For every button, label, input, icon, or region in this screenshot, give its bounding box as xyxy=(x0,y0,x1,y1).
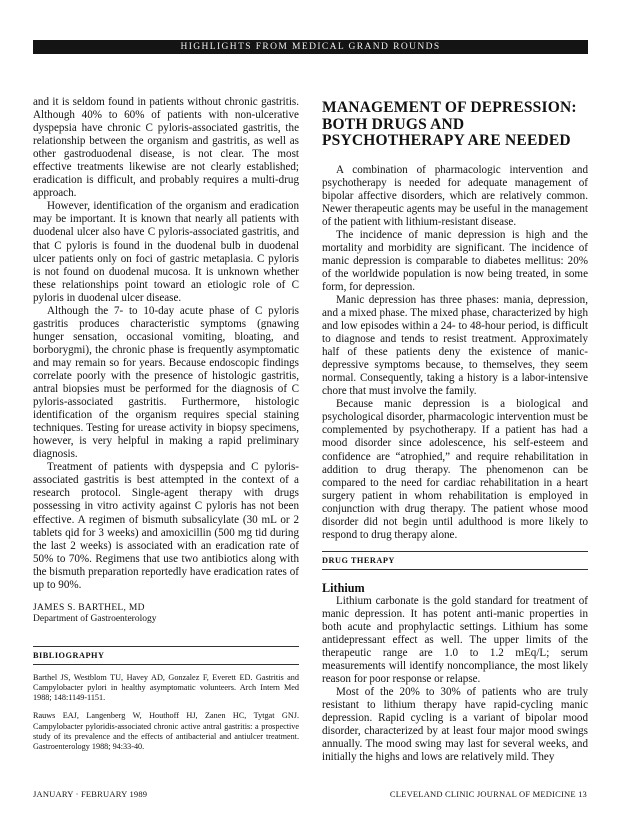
author-department: Department of Gastroenterology xyxy=(33,614,157,625)
body-paragraph: However, identification of the organism and eradication may be important. It is known that nearly all patients with duodenal ulcer also have C pyloris-associated gastritis, and that C pyloris is found in the duodenal bulb in duodenal ulcer patients only on foci of gastric metaplasia. C pyloris is not found on duodenal mucosa. It is unknown whether these relationships point toward an etiologic role of C pyloris in duodenal ulcer disease. xyxy=(33,200,299,304)
body-paragraph: Treatment of patients with dyspepsia and C pyloris-associated gastritis is best attempted in the context of a research protocol. Single-agent therapy with drugs possessing in vitro activity against C pyloris has not been effective. A regimen of bismuth subsalicylate (30 mL or 2 tablets qid for 3 weeks) and amoxicillin (500 mg tid during the last 2 weeks) is associated with an eradication rate of 50% to 70%. Regimens that use two antibiotics along with the bismuth preparation reportedly have eradication rates of up to 90%. xyxy=(33,461,299,591)
author-block xyxy=(33,603,299,626)
body-paragraph: Most of the 20% to 30% of patients who are truly resistant to lithium therapy have rapid-cycling manic depression. Rapid cycling is a variant of bipolar mood disorder, characterized by at least four major mood swings annually. The mood swing may last for several weeks, and initially the highs and lows are relatively mild. They xyxy=(322,686,588,764)
left-column xyxy=(33,96,299,752)
author-name: JAMES S. BARTHEL, MD xyxy=(33,602,145,613)
footer-journal-page: CLEVELAND CLINIC JOURNAL OF MEDICINE 13 xyxy=(389,789,587,799)
divider xyxy=(322,551,588,552)
article-title: MANAGEMENT OF DEPRESSION: BOTH DRUGS AND PSYCHOTHERAPY ARE NEEDED xyxy=(322,99,577,149)
body-paragraph: and it is seldom found in patients without chronic gastritis. Although 40% to 60% of patients with non-ulcerative dyspepsia have chronic C pyloris-associated gastritis, the relationship between the organism and gastritis, as well as other gastroduodenal disease, is not clear. The most effective treatments likewise are not clearly established; eradication is difficult, and probably requires a multi-drug approach. xyxy=(33,96,299,200)
drug-therapy-section xyxy=(322,551,588,570)
drug-therapy-label: DRUG THERAPY xyxy=(322,555,395,565)
reference-item: Rauws EAJ, Langenberg W, Houthoff HJ, Zanen HC, Tytgat GNJ. Campylobacter pyloridis-associated chronic active antral gastritis: a prospective study of its prevalence and the effects of antibacterial and antiulcer treatment. Gastroenterology 1988; 94:33-40. xyxy=(33,711,299,751)
divider xyxy=(33,664,299,665)
body-paragraph: Because manic depression is a biological and psychological disorder, pharmacologic intervention must be complemented by psychotherapy. If a patient has had a mood disorder since adolescence, his self-esteem and confidence are “atrophied,” and require rehabilitation in addition to drug therapy. The phenomenon can be compared to the need for cardiac rehabilitation in a heart surgery patient in whom rehabilitation is employed in conjunction with drug therapy. The patient whose mood disorder did not begin until adulthood is more likely to respond to drug therapy alone. xyxy=(322,398,588,541)
divider xyxy=(33,646,299,647)
footer-date: JANUARY · FEBRUARY 1989 xyxy=(33,789,148,799)
body-paragraph: A combination of pharmacologic intervention and psychotherapy is needed for adequate management of bipolar affective disorders, which are relatively common. Newer therapeutic agents may be useful in the management of the patient with lithium-resistant disease. xyxy=(322,163,588,228)
body-paragraph: Lithium carbonate is the gold standard for treatment of manic depression. It has potent anti-manic properties in both acute and prophylactic settings. Lithium has some antidepressant effect as well. The upper limits of the therapeutic range are 1.0 to 1.2 mEq/L; serum measurements will identify noncompliance, the most likely reason for poor response or relapse. xyxy=(322,594,588,686)
body-paragraph: Although the 7- to 10-day acute phase of C pyloris gastritis produces characteristic symptoms (gnawing hunger sensation, occasional vomiting, bloating, and borborygmi), the chronic phase is frequently asymptomatic and may remain so for years. Because endoscopic findings correlate poorly with the presence of histologic gastritis, antral biopsies must be performed for the diagnosis of C pyloris-associated gastritis. Furthermore, histologic identification of the organism requires special staining techniques. Testing for urease activity in biopsy specimens, however, is very helpful in making a rapid preliminary diagnosis. xyxy=(33,304,299,461)
bibliography-section xyxy=(33,646,299,752)
body-paragraph: The incidence of manic depression is high and the mortality and morbidity are significant. The incidence of manic depression is comparable to diabetes mellitus: 20% of the worldwide population is now being treated, in some form, for depression. xyxy=(322,228,588,293)
bibliography-label: BIBLIOGRAPHY xyxy=(33,650,105,660)
lithium-subheading: Lithium xyxy=(322,580,365,595)
running-header-banner: HIGHLIGHTS FROM MEDICAL GRAND ROUNDS xyxy=(33,40,588,54)
right-column xyxy=(322,96,588,764)
divider xyxy=(322,569,588,570)
body-paragraph: Manic depression has three phases: mania, depression, and a mixed phase. The mixed phase, characterized by high and low episodes within a 24- to 48-hour period, is difficult to diagnose and tends to resist treatment. Approximately half of these patients deny the existence of manic-depressive symptoms because, to themselves, they seem normal. Consequently, taking a history is a labor-intensive chore that must involve the family. xyxy=(322,293,588,398)
reference-item: Barthel JS, Westblom TU, Havey AD, Gonzalez F, Everett ED. Gastritis and Campylobacter pylori in healthy asymptomatic volunteers. Arch Intern Med 1988; 148:1149-1151. xyxy=(33,672,299,703)
